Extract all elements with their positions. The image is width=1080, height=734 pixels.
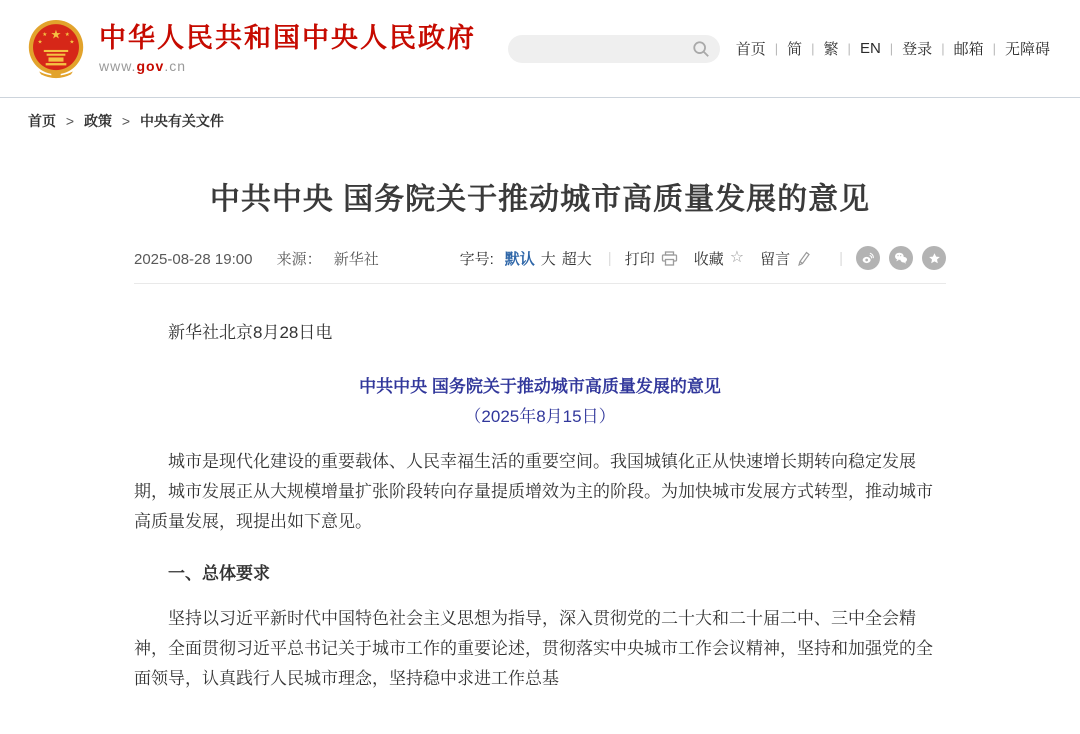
nav-accessibility[interactable]: 无障碍: [1004, 41, 1050, 58]
svg-text:★: ★: [69, 38, 75, 45]
article-meta-row: [134, 246, 946, 284]
favorite-button[interactable]: [694, 248, 744, 269]
breadcrumb-policy[interactable]: 政策: [83, 113, 112, 129]
printer-icon: [661, 251, 678, 266]
star-icon: ☆: [729, 249, 745, 266]
print-label: 打印: [624, 250, 655, 268]
search-box: [508, 35, 720, 63]
svg-text:★: ★: [50, 27, 62, 42]
nav-separator: |: [811, 41, 815, 56]
nav-simplified[interactable]: 简: [787, 41, 803, 58]
breadcrumb-current: 中央有关文件: [139, 113, 224, 129]
wechat-share-icon[interactable]: [889, 246, 913, 270]
paragraph-intro: 城市是现代化建设的重要载体、人民幸福生活的重要空间。我国城镇化正从快速增长期转向稳定发展期，城市发展正从大规模增量扩张阶段转向存量提质增效为主的阶段。为加快城市发展方式转型，推动城市高质量发展，现提出如下意见。: [134, 452, 933, 531]
section-heading: 一、总体要求: [168, 564, 270, 583]
toolbar-separator: |: [607, 249, 612, 267]
site-url-www: www.: [99, 57, 137, 74]
top-nav: [736, 38, 1050, 59]
nav-mail[interactable]: 邮箱: [953, 41, 984, 58]
favorite-label: 收藏: [693, 250, 724, 268]
nav-login[interactable]: 登录: [902, 41, 933, 58]
font-size-default-button[interactable]: 默认: [504, 250, 535, 268]
comment-button[interactable]: [760, 248, 810, 269]
svg-text:★: ★: [64, 31, 70, 38]
site-header: [0, 0, 1080, 98]
page-title: 中共中央 国务院关于推动城市高质量发展的意见: [209, 183, 871, 216]
nav-separator: |: [992, 41, 996, 56]
breadcrumb: [0, 98, 1080, 140]
breadcrumb-separator: >: [65, 113, 75, 129]
font-size-xlarge-button[interactable]: 超大: [561, 250, 592, 268]
site-url-cn: .cn: [164, 57, 187, 74]
document-date: （2025年8月15日）: [464, 407, 616, 426]
article-container: [134, 180, 946, 734]
article-dateline: 新华社北京8月28日电: [168, 323, 333, 342]
nav-separator: |: [889, 41, 894, 56]
publish-datetime: 2025-08-28 19:00: [134, 250, 253, 268]
article-meta: [134, 248, 379, 269]
site-url-gov: gov: [136, 57, 165, 74]
comment-label: 留言: [760, 250, 791, 268]
header-right: [508, 35, 1050, 63]
national-emblem-icon: [26, 18, 86, 80]
source-label: 来源：: [276, 250, 322, 268]
nav-separator: |: [941, 41, 945, 56]
source-value: 新华社: [333, 250, 379, 268]
search-icon[interactable]: [692, 40, 710, 58]
site-logo[interactable]: [26, 18, 476, 80]
breadcrumb-separator: >: [121, 113, 131, 129]
svg-text:★: ★: [42, 31, 48, 38]
site-url: [99, 58, 476, 74]
nav-traditional[interactable]: 繁: [823, 41, 839, 58]
svg-text:★: ★: [37, 38, 43, 45]
document-title: 中共中央 国务院关于推动城市高质量发展的意见: [359, 377, 721, 396]
share-icons: [856, 246, 946, 270]
print-button[interactable]: [625, 248, 678, 269]
nav-english[interactable]: EN: [859, 40, 881, 57]
breadcrumb-home[interactable]: 首页: [28, 113, 56, 129]
nav-separator: |: [847, 41, 851, 56]
paragraph-guiding: 坚持以习近平新时代中国特色社会主义思想为指导，深入贯彻党的二十大和二十届二中、三中全会精神，全面贯彻习近平总书记关于城市工作的重要论述，贯彻落实中央城市工作会议精神，坚持和加强党的全面领导，认真践行人民城市理念，坚持稳中求进工作总基: [134, 609, 933, 688]
site-title-block: [99, 23, 476, 73]
article-body: [134, 318, 946, 734]
qzone-share-icon[interactable]: [922, 246, 946, 270]
nav-home[interactable]: 首页: [735, 41, 766, 58]
search-input[interactable]: [508, 35, 720, 63]
article-toolbar: [460, 246, 946, 270]
toolbar-separator: |: [839, 249, 843, 267]
font-size-label: 字号:: [459, 250, 494, 268]
nav-separator: |: [774, 41, 779, 56]
pencil-icon: [796, 251, 810, 266]
font-size-large-button[interactable]: 大: [540, 250, 556, 268]
weibo-share-icon[interactable]: [856, 246, 880, 270]
site-title: 中华人民共和国中央人民政府: [99, 23, 476, 54]
